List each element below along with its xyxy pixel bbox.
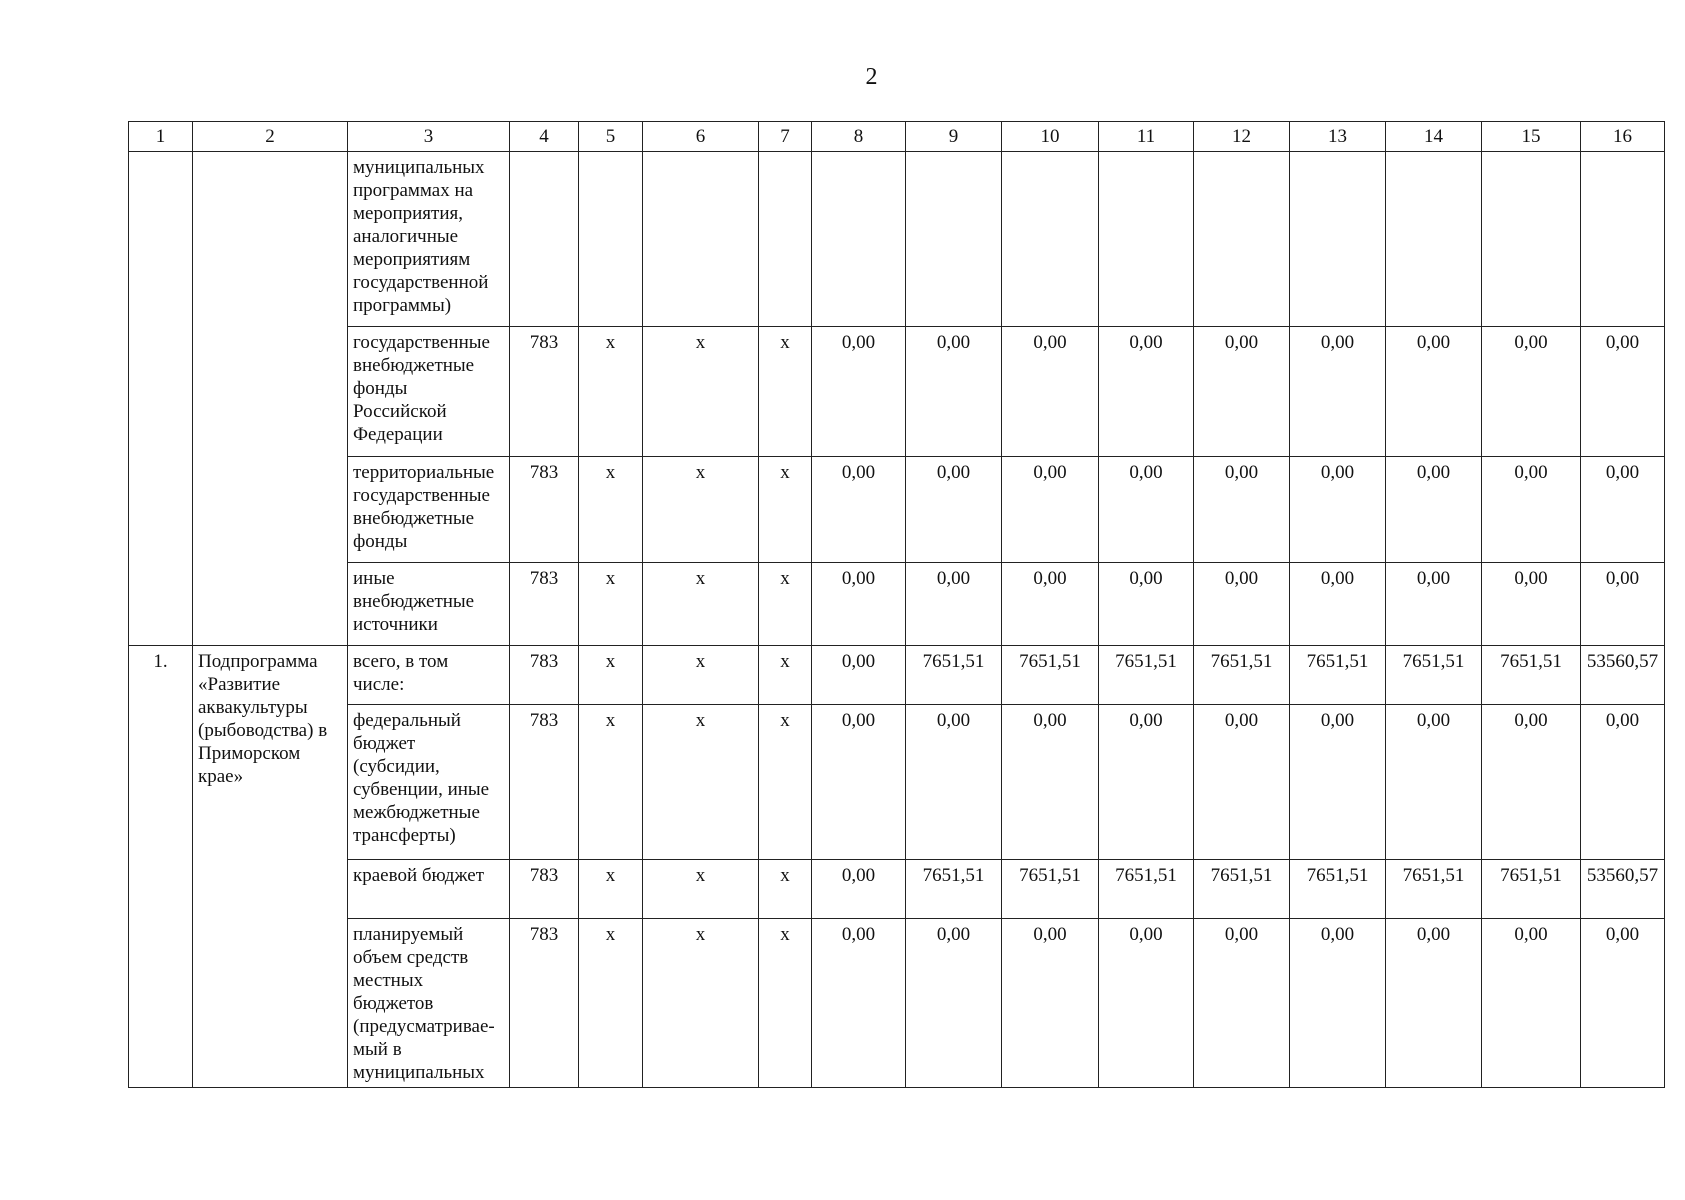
value-cell: x [759, 919, 812, 1088]
value-cell: 0,00 [1099, 705, 1194, 860]
value-cell [579, 152, 643, 327]
value-cell: 0,00 [812, 919, 906, 1088]
value-cell: x [579, 919, 643, 1088]
value-cell: 0,00 [1581, 919, 1665, 1088]
value-cell: 0,00 [906, 919, 1002, 1088]
header-cell: 8 [812, 122, 906, 152]
value-cell: 0,00 [906, 563, 1002, 646]
value-cell: 0,00 [812, 705, 906, 860]
funding-source-cell: всего, в том числе: [348, 646, 510, 705]
table-row [129, 457, 1665, 563]
value-cell: 0,00 [1002, 919, 1099, 1088]
value-cell: 0,00 [1482, 457, 1581, 563]
value-cell: x [759, 860, 812, 919]
table-row [129, 152, 1665, 327]
value-cell: 7651,51 [1002, 646, 1099, 705]
value-cell: 7651,51 [1002, 860, 1099, 919]
value-cell: x [579, 327, 643, 457]
value-cell: 0,00 [1290, 327, 1386, 457]
funding-source-cell: краевой бюджет [348, 860, 510, 919]
header-cell: 2 [193, 122, 348, 152]
row-index-cell: 1. [129, 646, 193, 1088]
code-cell: 783 [510, 327, 579, 457]
value-cell: 0,00 [1386, 563, 1482, 646]
header-cell: 12 [1194, 122, 1290, 152]
value-cell: 0,00 [1386, 327, 1482, 457]
value-cell [1194, 152, 1290, 327]
value-cell: 0,00 [906, 705, 1002, 860]
value-cell: 0,00 [1482, 705, 1581, 860]
value-cell: 0,00 [1581, 563, 1665, 646]
value-cell: 0,00 [812, 457, 906, 563]
page-number: 2 [865, 64, 878, 90]
value-cell: 0,00 [1290, 705, 1386, 860]
value-cell: 0,00 [1482, 327, 1581, 457]
value-cell: 7651,51 [1290, 860, 1386, 919]
funding-source-cell: планируемый объем средств местных бюджетов (предусматривае-мый в муниципальных [348, 919, 510, 1088]
header-cell: 3 [348, 122, 510, 152]
value-cell [1482, 152, 1581, 327]
value-cell: 7651,51 [1194, 646, 1290, 705]
value-cell [812, 152, 906, 327]
value-cell: 0,00 [1581, 705, 1665, 860]
value-cell: 0,00 [1482, 919, 1581, 1088]
value-cell: 7651,51 [906, 860, 1002, 919]
header-cell: 16 [1581, 122, 1665, 152]
value-cell: 0,00 [1194, 563, 1290, 646]
header-cell: 5 [579, 122, 643, 152]
code-cell: 783 [510, 457, 579, 563]
value-cell: 0,00 [1194, 919, 1290, 1088]
table-row [129, 919, 1665, 1088]
table-row [129, 646, 1665, 705]
value-cell: 0,00 [906, 327, 1002, 457]
value-cell: 0,00 [1099, 327, 1194, 457]
value-cell: 7651,51 [1386, 646, 1482, 705]
value-cell: 0,00 [1290, 919, 1386, 1088]
value-cell: x [759, 327, 812, 457]
value-cell: x [643, 457, 759, 563]
code-cell: 783 [510, 646, 579, 705]
value-cell [1386, 152, 1482, 327]
funding-source-cell: муниципальных программах на мероприятия, аналогичные мероприятиям государственной программы) [348, 152, 510, 327]
value-cell: 7651,51 [1482, 860, 1581, 919]
value-cell: 0,00 [1099, 457, 1194, 563]
value-cell: x [643, 646, 759, 705]
funding-source-cell: федеральный бюджет (субсидии, субвенции, иные межбюджетные трансферты) [348, 705, 510, 860]
value-cell: 0,00 [1386, 919, 1482, 1088]
value-cell: 0,00 [1002, 563, 1099, 646]
value-cell: 0,00 [1581, 327, 1665, 457]
header-cell: 11 [1099, 122, 1194, 152]
value-cell: 0,00 [1482, 563, 1581, 646]
header-cell: 14 [1386, 122, 1482, 152]
funding-source-cell: территориальные государственные внебюджетные фонды [348, 457, 510, 563]
code-cell: 783 [510, 563, 579, 646]
value-cell: 0,00 [1194, 457, 1290, 563]
header-cell: 13 [1290, 122, 1386, 152]
value-cell: 7651,51 [1194, 860, 1290, 919]
table-row [129, 705, 1665, 860]
value-cell: 0,00 [812, 646, 906, 705]
value-cell [1581, 152, 1665, 327]
header-cell: 10 [1002, 122, 1099, 152]
header-cell: 6 [643, 122, 759, 152]
value-cell: 0,00 [1581, 457, 1665, 563]
value-cell: x [759, 457, 812, 563]
value-cell: x [579, 705, 643, 860]
code-cell [510, 152, 579, 327]
value-cell [1290, 152, 1386, 327]
value-cell: x [759, 705, 812, 860]
value-cell: x [759, 563, 812, 646]
row-index-cell-empty [129, 152, 193, 646]
value-cell: x [759, 646, 812, 705]
value-cell [906, 152, 1002, 327]
value-cell: 0,00 [1099, 563, 1194, 646]
value-cell: 7651,51 [1290, 646, 1386, 705]
value-cell: 0,00 [812, 860, 906, 919]
value-cell: x [643, 327, 759, 457]
value-cell: 0,00 [1386, 457, 1482, 563]
total-value-cell: 53560,57 [1581, 646, 1665, 705]
value-cell: x [579, 563, 643, 646]
value-cell: 7651,51 [1099, 646, 1194, 705]
value-cell [1099, 152, 1194, 327]
table-row [129, 563, 1665, 646]
value-cell: 0,00 [1194, 705, 1290, 860]
value-cell [643, 152, 759, 327]
value-cell: x [643, 919, 759, 1088]
value-cell: 0,00 [1002, 705, 1099, 860]
code-cell: 783 [510, 919, 579, 1088]
program-name-cell-empty [193, 152, 348, 646]
value-cell: 7651,51 [1099, 860, 1194, 919]
header-cell: 1 [129, 122, 193, 152]
header-cell: 4 [510, 122, 579, 152]
value-cell: x [579, 457, 643, 563]
value-cell: x [643, 563, 759, 646]
program-name-cell: Подпрограмма «Развитие аквакультуры (рыбоводства) в Приморском крае» [193, 646, 348, 1088]
code-cell: 783 [510, 860, 579, 919]
value-cell: 0,00 [1002, 457, 1099, 563]
value-cell: x [579, 860, 643, 919]
code-cell: 783 [510, 705, 579, 860]
value-cell: 0,00 [906, 457, 1002, 563]
value-cell: 0,00 [1002, 327, 1099, 457]
funding-source-cell: иные внебюджетные источники [348, 563, 510, 646]
value-cell: x [643, 705, 759, 860]
value-cell [1002, 152, 1099, 327]
value-cell: 7651,51 [906, 646, 1002, 705]
header-cell: 7 [759, 122, 812, 152]
value-cell [759, 152, 812, 327]
value-cell: 0,00 [1386, 705, 1482, 860]
value-cell: 0,00 [1099, 919, 1194, 1088]
value-cell: 7651,51 [1482, 646, 1581, 705]
value-cell: 0,00 [812, 563, 906, 646]
header-row [129, 122, 1665, 152]
value-cell: 7651,51 [1386, 860, 1482, 919]
value-cell: x [643, 860, 759, 919]
value-cell: 0,00 [1290, 457, 1386, 563]
header-cell: 15 [1482, 122, 1581, 152]
funding-source-cell: государственные внебюджетные фонды Российской Федерации [348, 327, 510, 457]
total-value-cell: 53560,57 [1581, 860, 1665, 919]
value-cell: 0,00 [1194, 327, 1290, 457]
value-cell: x [579, 646, 643, 705]
value-cell: 0,00 [1290, 563, 1386, 646]
table-row [129, 860, 1665, 919]
budget-table [128, 121, 1665, 1088]
header-cell: 9 [906, 122, 1002, 152]
table-row [129, 327, 1665, 457]
value-cell: 0,00 [812, 327, 906, 457]
